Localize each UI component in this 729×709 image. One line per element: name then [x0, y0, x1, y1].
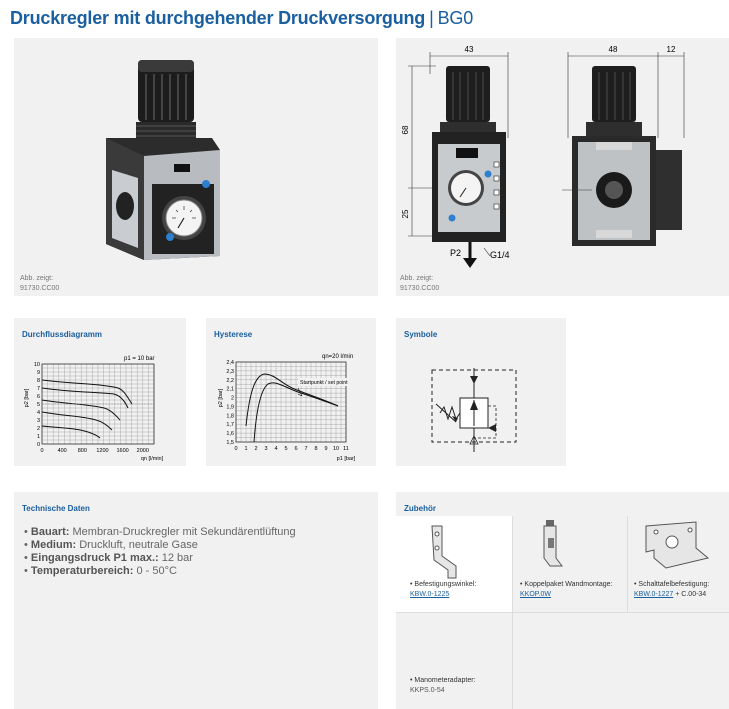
hyst-x-tick: 6 [294, 446, 298, 452]
flow-x-tick: 400 [57, 448, 67, 454]
hyst-y-tick: 2 [230, 395, 234, 402]
flow-y-tick: 4 [36, 410, 40, 416]
hyst-x-tick: 8 [314, 446, 318, 452]
page-title [10, 8, 473, 29]
flow-x-label: qn [l/min] [140, 456, 164, 462]
flow-diagram-chart [14, 318, 186, 466]
port-label: P2 [450, 248, 462, 258]
symbols-panel [396, 318, 566, 466]
accessory-item-koppelpaket: • Koppelpaket Wandmontage: KKOP.0W [520, 581, 613, 598]
photo-caption-1: Abb. zeigt: [20, 275, 54, 282]
hyst-y-tick: 1,7 [226, 422, 234, 429]
td-item-medium: • Medium: Druckluft, neutrale Gase [24, 539, 296, 552]
hyst-y-tick: 1,9 [226, 404, 234, 411]
title-separator: | [429, 8, 434, 28]
accessory-item-befestigungswinkel: • Befestigungswinkel: KBW.0-1225 [410, 581, 477, 598]
title-text: Druckregler mit durchgehender Druckversorgung [10, 8, 426, 28]
flow-y-tick: 6 [36, 394, 40, 400]
thread-label: G1/4 [490, 250, 510, 260]
hyst-x-tick: 4 [274, 446, 278, 452]
hyst-y-tick: 1,5 [226, 440, 234, 446]
technical-data-list [24, 526, 296, 578]
hyst-legend-note: qn=20 l/min [322, 354, 354, 360]
dim-height-top: 68 [401, 125, 410, 135]
hyst-annotation: Startpunkt / set point [300, 380, 348, 386]
hyst-y-tick: 1,6 [226, 431, 234, 438]
hyst-x-tick: 0 [234, 446, 238, 452]
dim-width-side: 48 [608, 45, 618, 54]
flow-diagram-title: Durchflussdiagramm [22, 330, 103, 339]
technical-data-title: Technische Daten [22, 504, 90, 513]
flow-y-tick: 1 [36, 434, 40, 440]
hysteresis-title: Hysterese [214, 330, 253, 339]
flow-y-tick: 0 [36, 442, 40, 448]
hyst-y-tick: 2,1 [226, 386, 234, 393]
accessory-item-manometeradapter: • Manometeradapter: KKPS.0-54 [410, 677, 476, 694]
hyst-x-tick: 2 [254, 446, 258, 452]
td-item-temperatur: • Temperaturbereich: 0 - 50°C [24, 565, 296, 578]
photo-caption-2: 91730.CC00 [20, 285, 60, 292]
flow-y-tick: 7 [36, 386, 40, 392]
drawing-caption-1: Abb. zeigt: [400, 275, 434, 282]
regulator-symbol [396, 318, 566, 466]
dim-width-front: 43 [464, 45, 474, 54]
title-code: BG0 [437, 8, 474, 28]
accessories-panel [396, 492, 729, 709]
dim-height-bottom: 25 [401, 209, 410, 219]
product-photo-panel [14, 38, 378, 296]
flow-x-tick: 0 [40, 448, 44, 454]
flow-y-tick: 5 [36, 402, 40, 408]
flow-x-tick: 800 [77, 448, 87, 454]
technical-data-panel [14, 492, 378, 709]
hyst-y-label: p2 [bar] [218, 388, 224, 408]
hysteresis-chart [206, 318, 376, 466]
flow-y-tick: 2 [36, 426, 40, 432]
accessories-title: Zubehör [404, 504, 436, 513]
hysteresis-panel [206, 318, 376, 466]
drawing-caption-2: 91730.CC00 [400, 285, 440, 292]
hyst-x-tick: 10 [332, 446, 340, 452]
dimension-drawing [396, 38, 729, 296]
dimension-drawing-panel [396, 38, 729, 296]
flow-y-tick: 10 [33, 362, 40, 368]
flow-x-tick: 1600 [116, 448, 129, 454]
hyst-y-tick: 1,8 [226, 413, 234, 420]
hyst-x-tick: 7 [304, 446, 308, 452]
link-kbw-0-1225[interactable]: KBW.0-1225 [410, 591, 450, 598]
link-kbw-0-1227[interactable]: KBW.0-1227 [634, 591, 674, 598]
panel-mount-image [636, 518, 716, 578]
hyst-x-label: p1 [bar] [336, 456, 356, 462]
flow-diagram-panel [14, 318, 186, 466]
hyst-x-tick: 1 [244, 446, 248, 452]
flow-y-tick: 8 [36, 378, 40, 384]
td-item-bauart: • Bauart: Membran-Druckregler mit Sekundärentlüftung [24, 526, 296, 539]
hyst-x-tick: 3 [264, 446, 268, 452]
hyst-x-tick: 5 [284, 446, 288, 452]
symbols-title: Symbole [404, 330, 438, 339]
hyst-x-tick: 11 [343, 446, 349, 452]
flow-x-tick: 2000 [136, 448, 149, 454]
dim-depth-extra: 12 [666, 45, 676, 54]
flow-x-tick: 1200 [96, 448, 109, 454]
flow-y-label: p2 [bar] [24, 388, 30, 408]
code-kkps-0-54: KKPS.0-54 [410, 687, 445, 694]
flow-y-tick: 3 [36, 418, 40, 424]
link-kkop-0w[interactable]: KKOP.0W [520, 591, 551, 598]
accessory-item-schalttafel: • Schalttafelbefestigung: KBW.0-1227 + C.00-34 [634, 581, 710, 598]
flow-legend-note: p1 = 10 bar [124, 356, 155, 362]
hyst-y-tick: 2,3 [226, 368, 234, 375]
hyst-y-tick: 2,4 [226, 360, 234, 366]
coupling-kit-image [538, 518, 568, 578]
hyst-y-tick: 2,2 [226, 377, 234, 384]
flow-y-tick: 9 [36, 370, 40, 376]
hyst-x-tick: 9 [324, 446, 328, 452]
bracket-image [426, 522, 466, 582]
product-image [14, 38, 378, 296]
td-item-eingangsdruck: • Eingangsdruck P1 max.: 12 bar [24, 552, 296, 565]
